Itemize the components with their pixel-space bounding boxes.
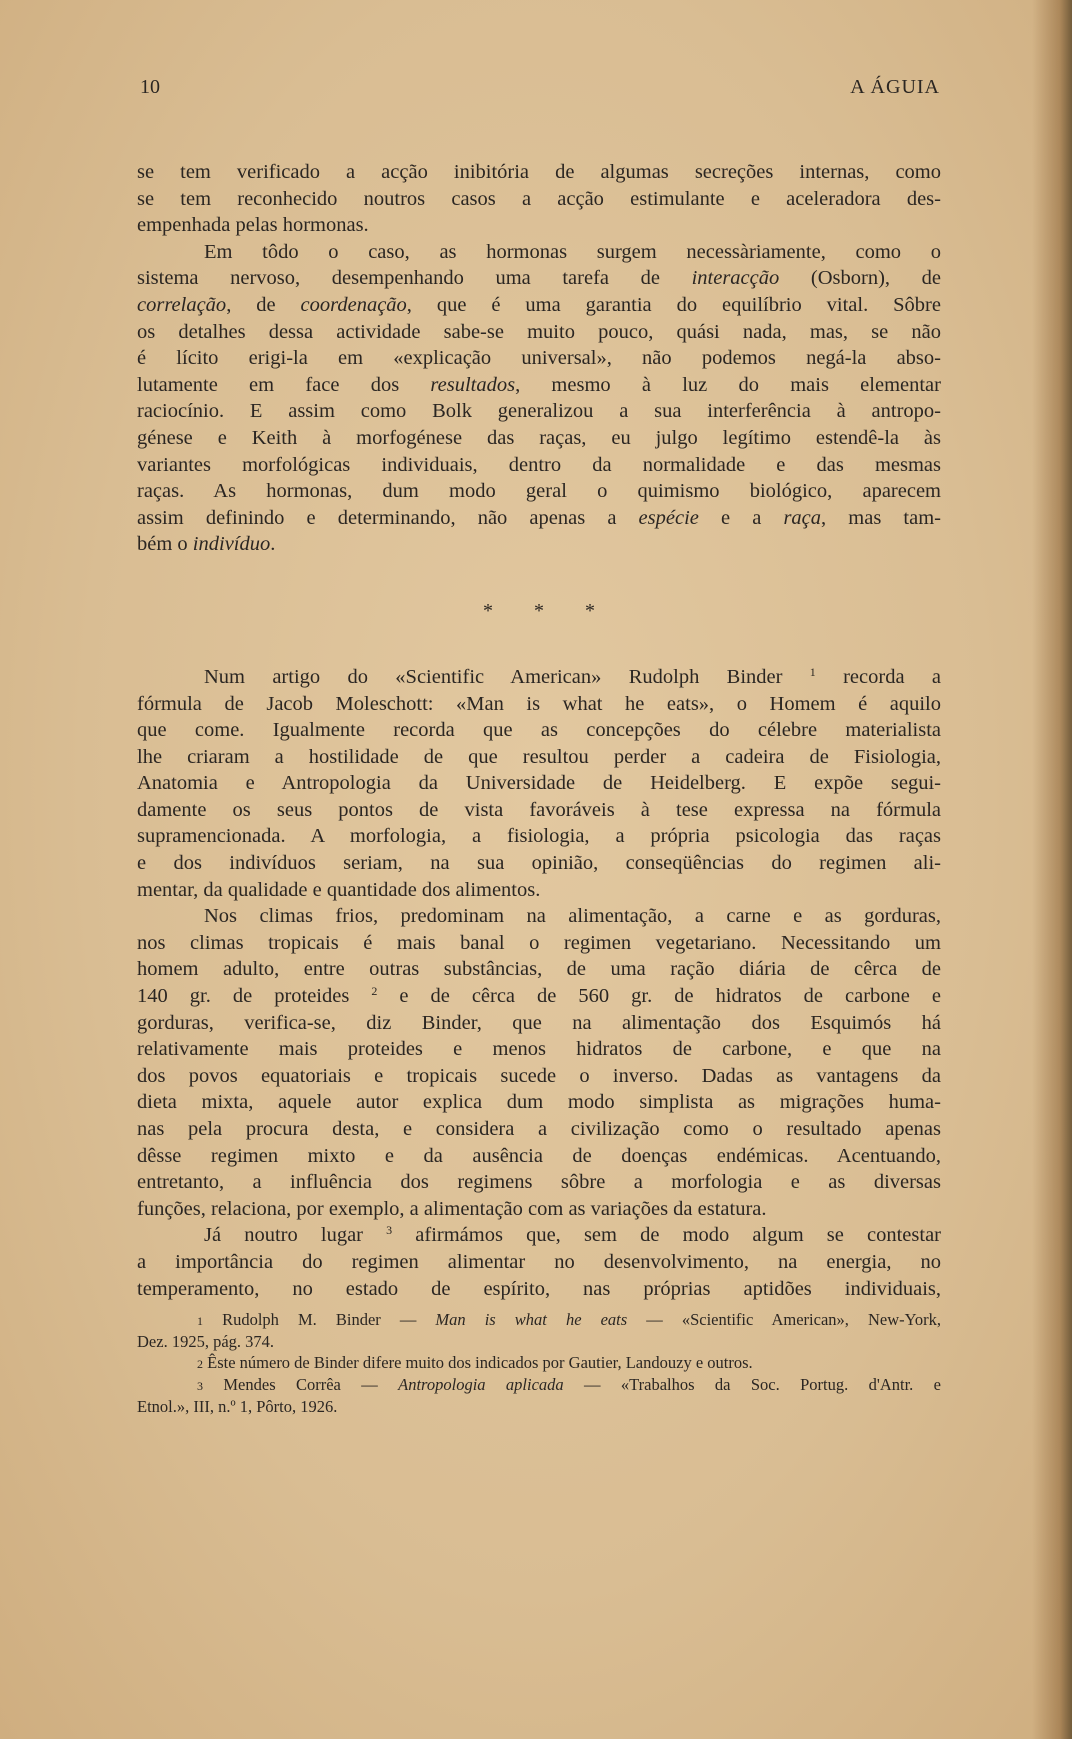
footnote-marker: 3 <box>386 1223 393 1238</box>
text-line <box>137 930 941 957</box>
text-run: nas pela procura desta, e considera a civilização como o resultado apenas <box>137 1118 941 1140</box>
text-run: gorduras, verifica-se, diz Binder, que na alimentação dos Esquimós há <box>137 1011 941 1034</box>
text-run: Mendes Corrêa — <box>203 1375 399 1395</box>
text-run: — «Scientific American», New-York, <box>627 1310 941 1329</box>
footnote-marker: 1 <box>809 664 816 679</box>
text-line <box>137 1196 941 1223</box>
text-run: lhe criaram a hostilidade de que resultou perder a cadeira de Fisiologia, <box>137 745 941 768</box>
text-line <box>137 531 941 558</box>
section-hormones <box>137 159 941 558</box>
text-line <box>137 1396 941 1418</box>
emphasis: correlação <box>137 293 227 316</box>
text-run: supramencionada. A morfologia, a fisiologia, a própria psicologia das raças <box>137 825 941 848</box>
text-line <box>137 1036 941 1063</box>
text-run: é lícito erigi-la em «explicação universal», não podemos negá-la abso- <box>137 347 941 370</box>
text-line <box>137 1276 941 1303</box>
text-run: , que é uma garantia do equilíbrio vital. Sôbre <box>406 293 941 316</box>
text-run: . <box>270 533 276 556</box>
text-run: , mesmo à luz do mais elementar <box>515 373 941 396</box>
text-run: afirmámos que, sem de modo algum se contestar <box>392 1224 941 1247</box>
text-run: 140 gr. de proteides <box>137 985 372 1008</box>
text-line <box>137 372 941 399</box>
text-run: os detalhes dessa actividade sabe-se muito pouco, quási nada, mas, se não <box>137 320 941 343</box>
text-run: dieta mixta, aquele autor explica dum modo simplista as migrações huma- <box>137 1091 941 1114</box>
text-run: Êste número de Binder difere muito dos indicados por Gautier, Landouzy e outros. <box>203 1353 753 1373</box>
text-line <box>137 717 941 744</box>
text-line <box>137 903 941 930</box>
emphasis: raça <box>783 506 822 529</box>
emphasis: resultados <box>430 373 516 396</box>
text-line <box>137 1010 941 1037</box>
text-run: Dez. 1925, pág. 374. <box>137 1331 275 1351</box>
text-run: Etnol.», III, n.º 1, Pôrto, 1926. <box>137 1396 338 1416</box>
text-run: Rudolph M. Binder — <box>203 1310 436 1329</box>
text-run: Em tôdo o caso, as hormonas surgem necessàriamente, como o <box>204 240 941 263</box>
paragraph <box>137 664 941 903</box>
text-line <box>137 265 941 292</box>
text-run: e dos indivíduos seriam, na sua opinião, conseqüências do regimen ali- <box>137 852 941 875</box>
text-run: empenhada pelas hormonas. <box>137 214 369 237</box>
text-run: Já noutro lugar <box>204 1224 387 1247</box>
text-run: bém o <box>137 533 193 556</box>
body-text <box>137 159 941 1302</box>
text-run: Num artigo do «Scientific American» Rudolph Binder <box>204 665 810 688</box>
section-separator: * * * <box>483 599 613 622</box>
emphasis: interacção <box>691 267 780 290</box>
text-line <box>137 744 941 771</box>
emphasis: Antropologia aplicada <box>398 1375 564 1395</box>
page-header <box>140 76 940 104</box>
text-line <box>137 1249 941 1276</box>
text-run: fórmula de Jacob Moleschott: «Man is what he eats», o Homem é aquilo <box>137 692 941 715</box>
emphasis: espécie <box>638 506 699 529</box>
text-line <box>137 850 941 877</box>
footnote-marker: 2 <box>371 984 378 999</box>
page-edge-shadow <box>1032 0 1072 1739</box>
text-line <box>137 452 941 479</box>
text-line <box>137 319 941 346</box>
footnote-marker: 2 <box>197 1357 203 1372</box>
text-run: — «Trabalhos da Soc. Portug. d'Antr. e <box>563 1375 942 1395</box>
text-line <box>137 983 941 1010</box>
text-line <box>137 345 941 372</box>
text-run: relativamente mais proteides e menos hidratos de carbone, e que na <box>137 1038 941 1061</box>
text-line <box>137 1063 941 1090</box>
footnote <box>137 1352 941 1374</box>
text-run: raciocínio. E assim como Bolk generalizou a sua interferência à antropo- <box>137 400 941 423</box>
page-number: 10 <box>140 76 160 98</box>
text-line <box>137 292 941 319</box>
text-line <box>137 877 941 904</box>
emphasis: indivíduo <box>192 533 271 556</box>
text-run: (Osborn), de <box>779 267 941 290</box>
paragraph <box>137 239 941 558</box>
section-diet <box>137 664 941 1302</box>
text-line <box>137 1309 941 1331</box>
text-run: assim definindo e determinando, não apenas a <box>137 506 639 529</box>
text-line <box>137 691 941 718</box>
emphasis: Man is what he eats <box>435 1310 628 1329</box>
footnotes <box>137 1309 941 1417</box>
paragraph <box>137 1222 941 1302</box>
footnote <box>137 1374 941 1417</box>
text-line <box>137 186 941 213</box>
text-run: mentar, da qualidade e quantidade dos alimentos. <box>137 878 541 901</box>
text-run: damente os seus pontos de vista favoráveis à tese expressa na fórmula <box>137 798 941 821</box>
text-run: que come. Igualmente recorda que as concepções do célebre materialista <box>137 719 941 742</box>
text-line <box>137 425 941 452</box>
running-title: A ÁGUIA <box>850 76 940 98</box>
text-line <box>137 1374 941 1396</box>
text-line <box>137 505 941 532</box>
text-line <box>137 239 941 266</box>
text-run: a importância do regimen alimentar no desenvolvimento, na energia, no <box>137 1250 941 1273</box>
text-run: sistema nervoso, desempenhando uma tarefa de <box>137 267 692 290</box>
text-run: homem adulto, entre outras substâncias, de uma ração diária de cêrca de <box>137 958 941 981</box>
text-line <box>137 1116 941 1143</box>
text-line <box>137 1352 941 1374</box>
text-run: e a <box>698 506 784 529</box>
text-line <box>137 1331 941 1353</box>
text-run: dêsse regimen mixto e da ausência de doenças endémicas. Acentuando, <box>137 1144 941 1167</box>
text-line <box>137 823 941 850</box>
text-line <box>137 478 941 505</box>
footnote <box>137 1309 941 1352</box>
text-run: dos povos equatoriais e tropicais sucede o inverso. Dadas as vantagens da <box>137 1064 941 1087</box>
text-line <box>137 1089 941 1116</box>
text-run: temperamento, no estado de espírito, nas próprias aptidões individuais, <box>137 1277 941 1300</box>
text-line <box>137 159 941 186</box>
footnote-marker: 1 <box>197 1314 203 1328</box>
text-run: Nos climas frios, predominam na alimentação, a carne e as gorduras, <box>204 905 941 928</box>
text-run: , mas tam- <box>821 506 941 529</box>
footnote-marker: 3 <box>197 1379 203 1394</box>
text-line <box>137 797 941 824</box>
paragraph <box>137 159 941 239</box>
text-run: e de cêrca de 560 gr. de hidratos de carbone e <box>377 985 941 1008</box>
text-run: raças. As hormonas, dum modo geral o quimismo biológico, aparecem <box>137 480 941 503</box>
text-line <box>137 956 941 983</box>
text-line <box>137 664 941 691</box>
text-run: , de <box>226 293 301 316</box>
text-line <box>137 770 941 797</box>
text-run: entretanto, a influência dos regimens sôbre a morfologia e as diversas <box>137 1171 941 1194</box>
text-run: funções, relaciona, por exemplo, a alimentação com as variações da estatura. <box>137 1197 767 1220</box>
text-run: se tem reconhecido noutros casos a acção estimulante e aceleradora des- <box>137 187 941 210</box>
text-line <box>137 398 941 425</box>
text-line <box>137 1143 941 1170</box>
text-line <box>137 1222 941 1249</box>
text-run: recorda a <box>815 665 941 688</box>
text-run: se tem verificado a acção inibitória de algumas secreções internas, como <box>137 161 941 183</box>
text-line <box>137 1169 941 1196</box>
text-run: Anatomia e Antropologia da Universidade de Heidelberg. E expõe segui- <box>137 772 941 795</box>
text-line <box>137 212 941 239</box>
emphasis: coordenação <box>300 293 407 316</box>
text-run: nos climas tropicais é mais banal o regimen vegetariano. Necessitando um <box>137 931 941 954</box>
text-run: variantes morfológicas individuais, dentro da normalidade e das mesmas <box>137 453 941 476</box>
paragraph <box>137 903 941 1222</box>
text-run: génese e Keith à morfogénese das raças, eu julgo legítimo estendê-la às <box>137 426 941 449</box>
text-run: lutamente em face dos <box>137 373 431 396</box>
